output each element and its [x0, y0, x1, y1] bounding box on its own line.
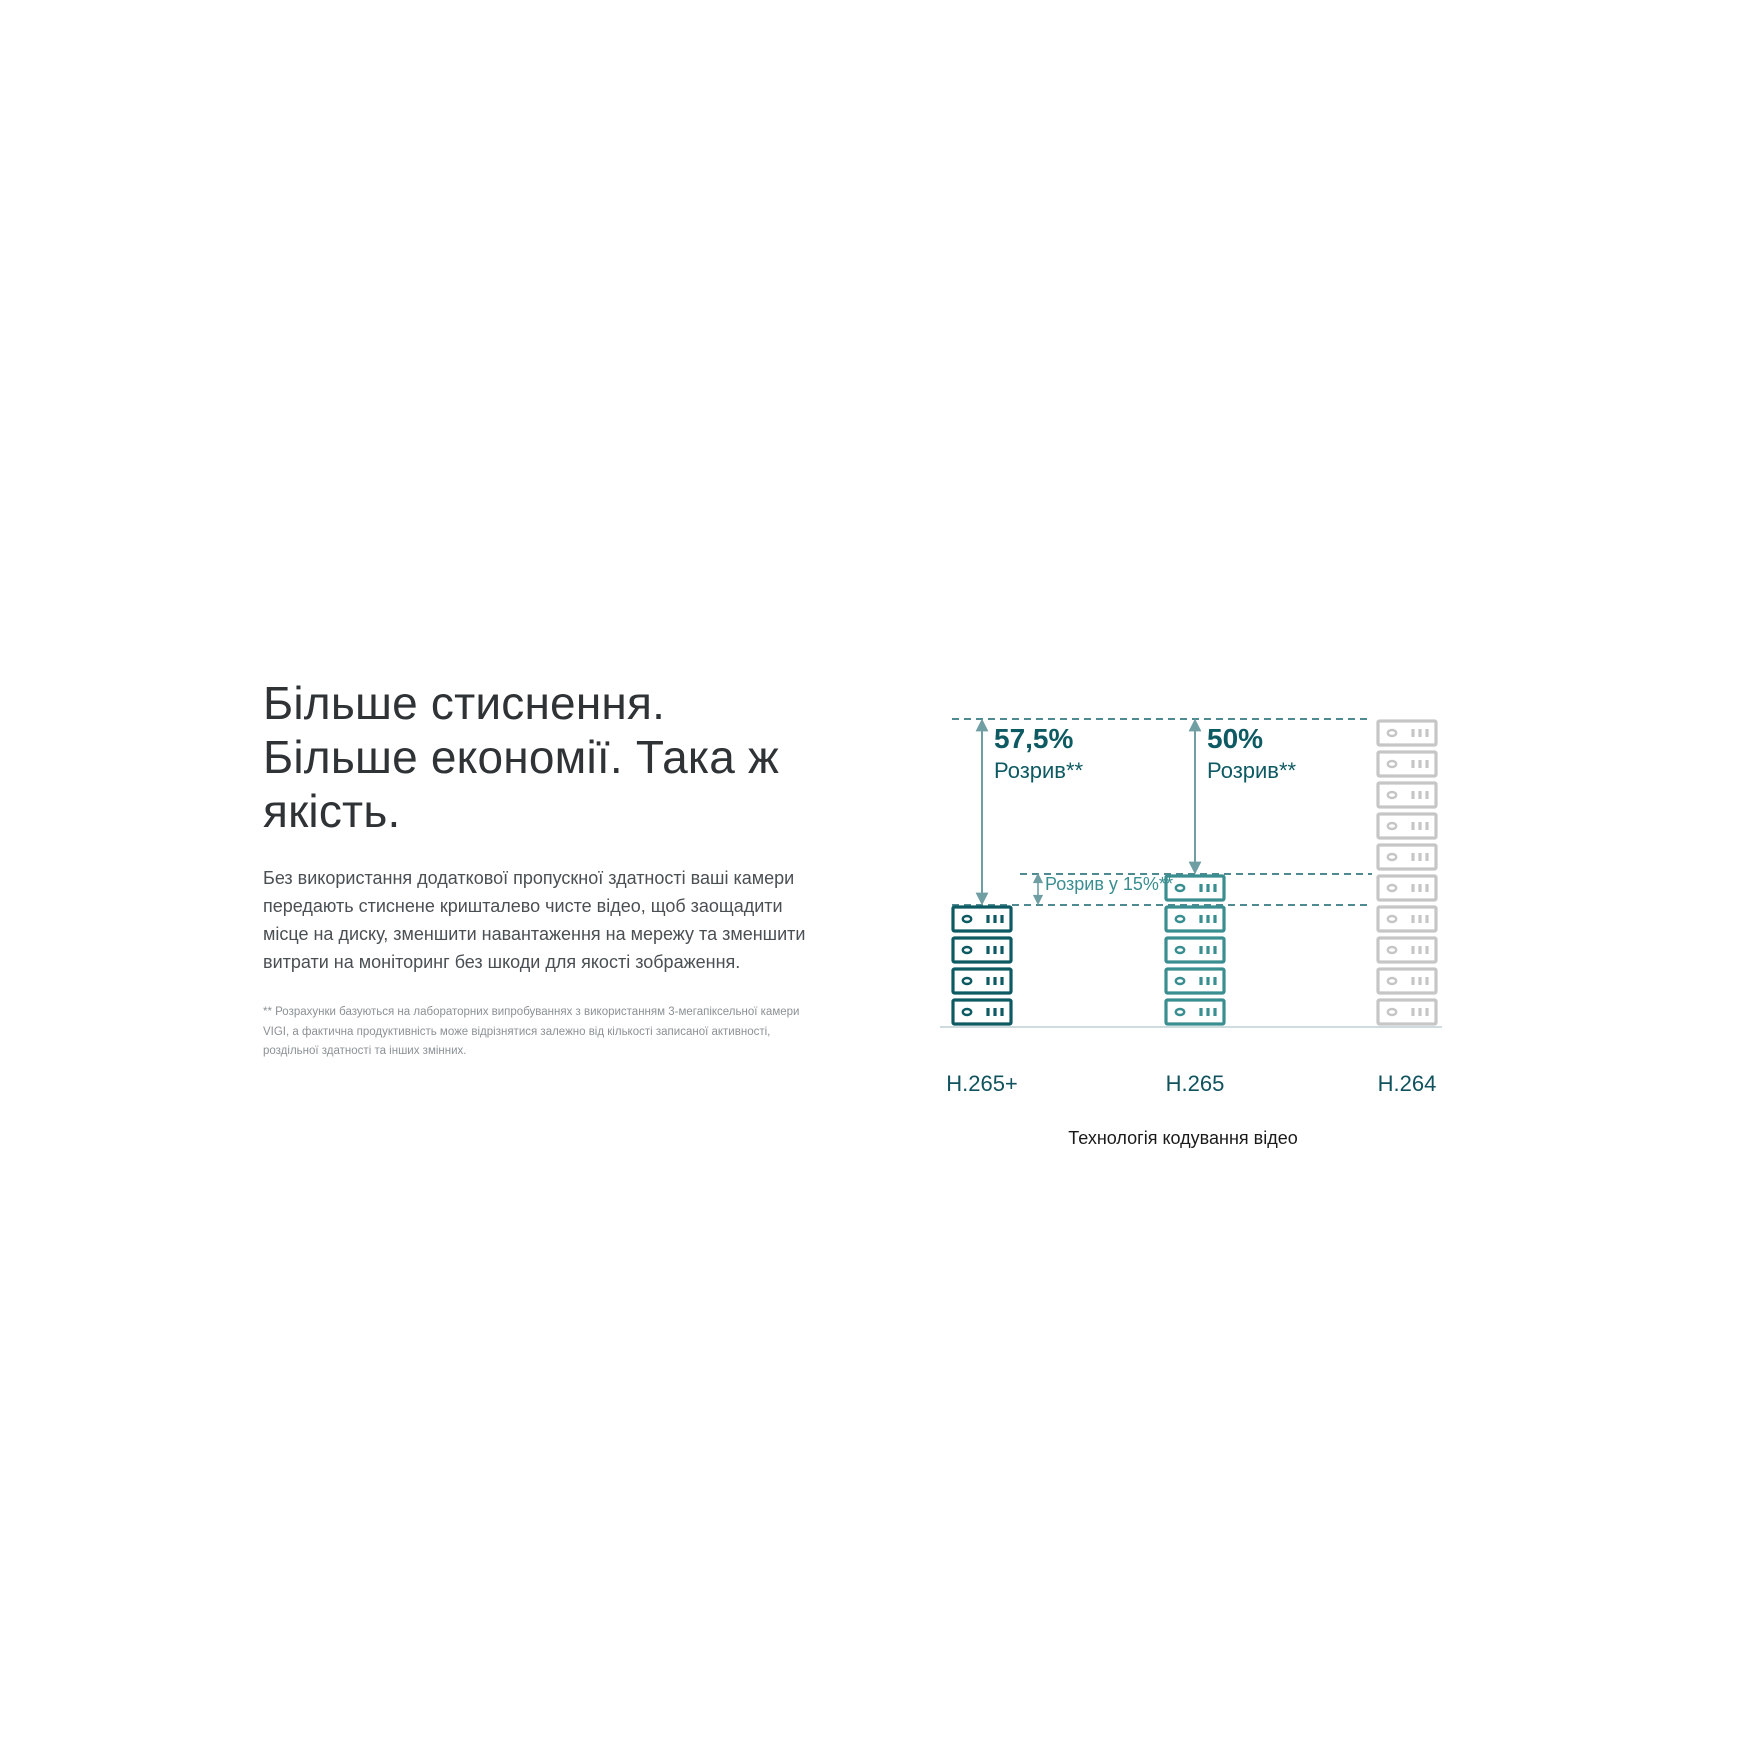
server-slot	[1206, 977, 1209, 985]
server-slot	[1418, 884, 1421, 892]
headline-line: Більше стиснення.	[263, 677, 666, 729]
server-slot	[1418, 915, 1421, 923]
server-slot	[1425, 853, 1428, 861]
gap-label: Розрив**	[1207, 758, 1297, 783]
server-slot	[1411, 946, 1414, 954]
description: Без використання додаткової пропускної здатності ваші камери передають стиснене кришталево чисте відео, щоб заощадити місце на диску, зменшити навантаження на мережу та зменшити витрати на моніторинг без шкоди для якості зображення.	[263, 868, 806, 972]
server-slot	[1000, 946, 1003, 954]
server-slot	[1213, 977, 1216, 985]
server-slot	[1418, 977, 1421, 985]
server-slot	[1000, 977, 1003, 985]
server-slot	[1411, 729, 1414, 737]
category-label: H.264	[1377, 1071, 1437, 1096]
server-slot	[1418, 822, 1421, 830]
server-slot	[993, 977, 996, 985]
server-slot	[1213, 884, 1216, 892]
server-slot	[1199, 915, 1202, 923]
server-slot	[993, 946, 996, 954]
server-slot	[1411, 760, 1414, 768]
server-slot	[986, 977, 989, 985]
server-slot	[1418, 791, 1421, 799]
server-slot	[1199, 1008, 1202, 1016]
server-slot	[1213, 915, 1216, 923]
server-slot	[993, 915, 996, 923]
server-slot	[1411, 853, 1414, 861]
footnote: ** Розрахунки базуються на лабораторних випробуваннях з використанням 3-мегапіксельної камери VIGI, а фактична продуктивність може відрізнятися залежно від кількості записаної активності, роздільної здатності та інших змінних.	[263, 1006, 800, 1057]
server-slot	[1425, 884, 1428, 892]
server-slot	[1199, 884, 1202, 892]
server-slot	[1411, 977, 1414, 985]
server-slot	[1000, 915, 1003, 923]
server-slot	[1199, 977, 1202, 985]
server-slot	[986, 1008, 989, 1016]
server-slot	[1411, 791, 1414, 799]
server-slot	[1411, 1008, 1414, 1016]
server-slot	[1425, 946, 1428, 954]
server-slot	[1199, 946, 1202, 954]
gap-value-label: 50%	[1207, 723, 1264, 754]
server-slot	[1411, 822, 1414, 830]
server-slot	[1418, 729, 1421, 737]
server-slot	[1425, 760, 1428, 768]
server-slot	[1425, 822, 1428, 830]
server-slot	[1418, 1008, 1421, 1016]
gap-value-label: 57,5%	[994, 723, 1074, 754]
category-label: H.265	[1165, 1071, 1225, 1096]
small-gap-label: Розрив у 15%**	[1045, 874, 1173, 894]
headline-line: Більше економії. Така ж	[263, 731, 779, 783]
x-axis-title: Технологія кодування відео	[1068, 1128, 1298, 1148]
server-slot	[1206, 946, 1209, 954]
server-slot	[1425, 1008, 1428, 1016]
server-slot	[1206, 915, 1209, 923]
server-slot	[1418, 853, 1421, 861]
server-slot	[993, 1008, 996, 1016]
server-slot	[1411, 884, 1414, 892]
server-slot	[1000, 1008, 1003, 1016]
server-slot	[1411, 915, 1414, 923]
server-slot	[1206, 1008, 1209, 1016]
server-slot	[1206, 884, 1209, 892]
server-slot	[1418, 760, 1421, 768]
gap-label: Розрив**	[994, 758, 1084, 783]
server-slot	[1425, 915, 1428, 923]
server-slot	[1425, 977, 1428, 985]
server-slot	[986, 946, 989, 954]
server-slot	[1425, 791, 1428, 799]
server-slot	[1425, 729, 1428, 737]
headline-line: якість.	[263, 785, 401, 837]
server-slot	[1213, 946, 1216, 954]
server-slot	[1213, 1008, 1216, 1016]
category-label: H.265+	[946, 1071, 1018, 1096]
server-slot	[1418, 946, 1421, 954]
server-slot	[986, 915, 989, 923]
